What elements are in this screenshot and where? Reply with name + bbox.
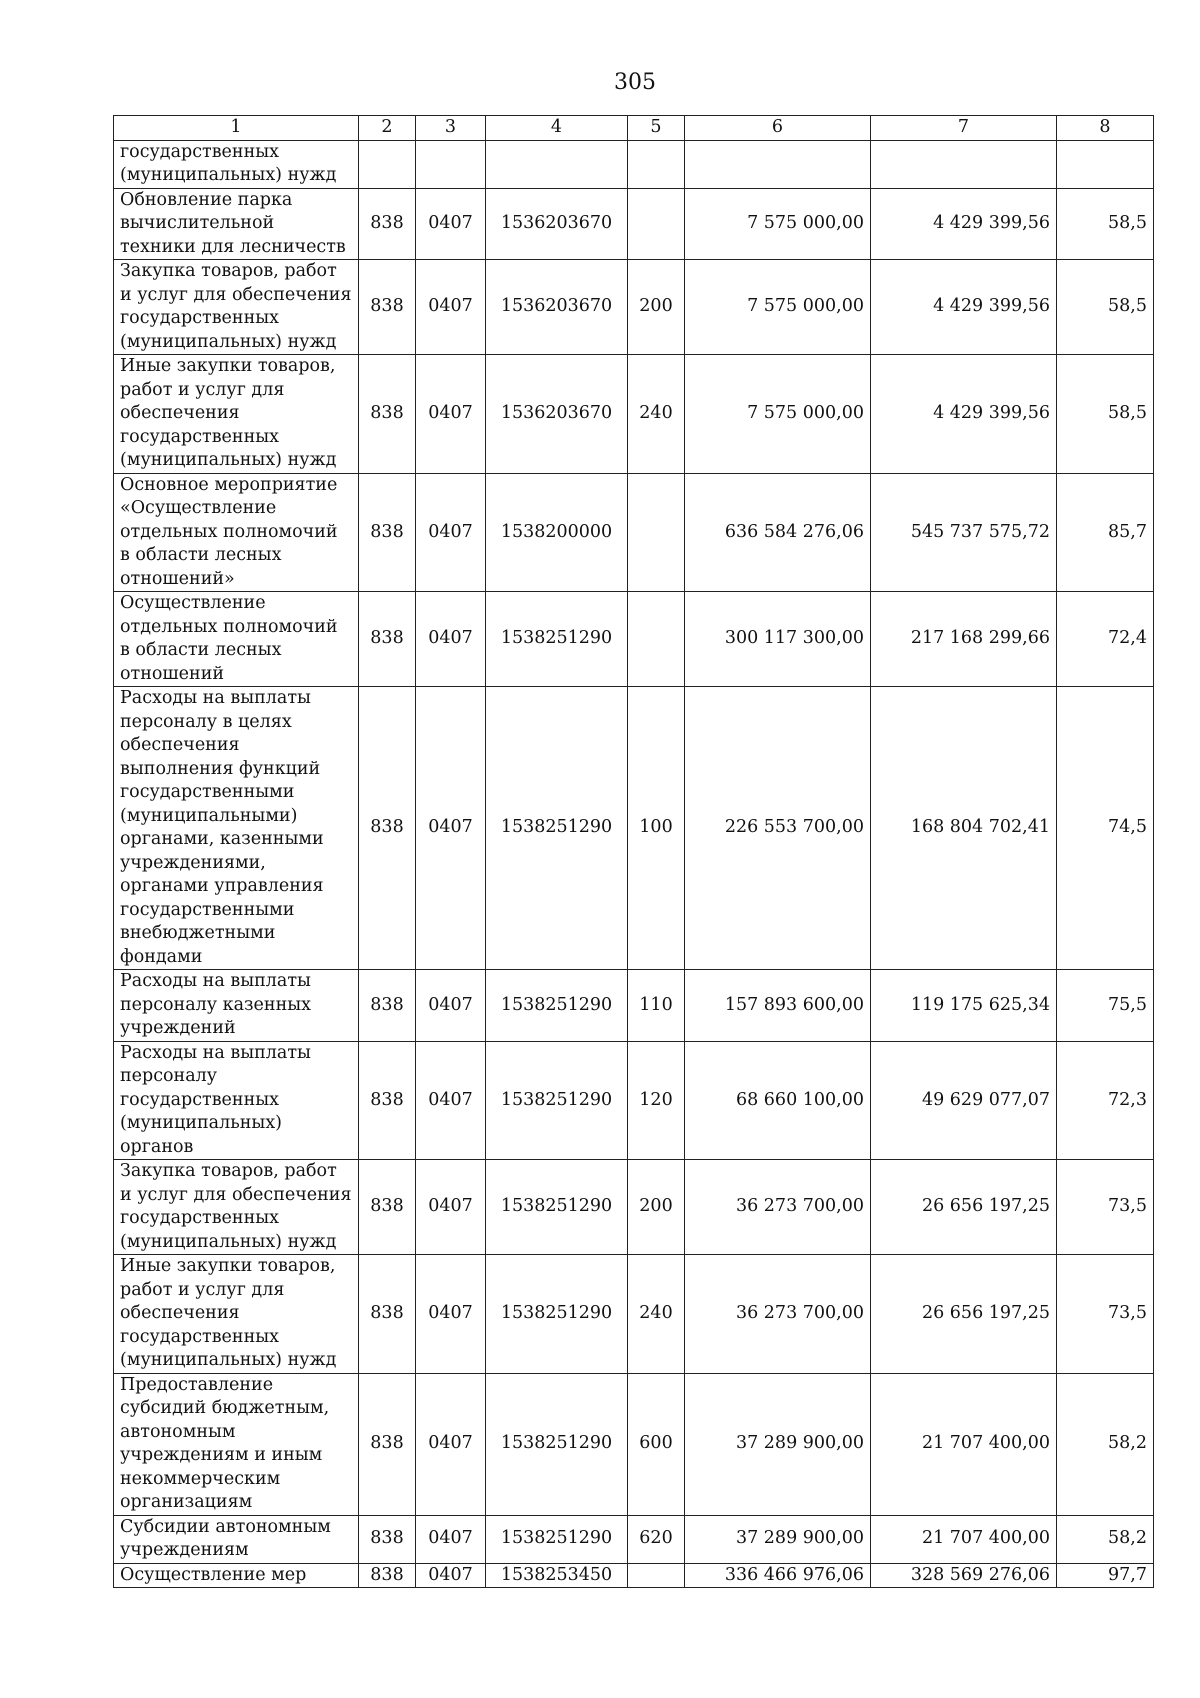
cell-actual: 26 656 197,25 bbox=[871, 1255, 1057, 1374]
cell-percent: 97,7 bbox=[1057, 1563, 1154, 1588]
cell-expense-type: 100 bbox=[628, 687, 685, 970]
row-name: Обновление парка вычислительной техники для лесничеств bbox=[114, 188, 359, 260]
cell-admin: 838 bbox=[359, 260, 416, 355]
table-row bbox=[114, 970, 1154, 1042]
cell-admin: 838 bbox=[359, 355, 416, 474]
cell-plan: 37 289 900,00 bbox=[685, 1515, 871, 1563]
cell-section: 0407 bbox=[416, 592, 486, 687]
cell-percent: 73,5 bbox=[1057, 1255, 1154, 1374]
cell-percent: 58,5 bbox=[1057, 188, 1154, 260]
cell-actual: 4 429 399,56 bbox=[871, 355, 1057, 474]
row-name: Расходы на выплаты персоналу казенных учреждений bbox=[114, 970, 359, 1042]
header-cell: 8 bbox=[1057, 116, 1154, 141]
cell-admin: 838 bbox=[359, 1515, 416, 1563]
header-cell: 7 bbox=[871, 116, 1057, 141]
cell-actual: 26 656 197,25 bbox=[871, 1160, 1057, 1255]
cell-plan: 36 273 700,00 bbox=[685, 1255, 871, 1374]
cell-actual: 21 707 400,00 bbox=[871, 1515, 1057, 1563]
cell-plan: 7 575 000,00 bbox=[685, 355, 871, 474]
cell-actual: 168 804 702,41 bbox=[871, 687, 1057, 970]
cell-expense-type: 240 bbox=[628, 1255, 685, 1374]
cell-admin bbox=[359, 140, 416, 188]
cell-admin: 838 bbox=[359, 188, 416, 260]
cell-expense-type: 200 bbox=[628, 260, 685, 355]
table-row bbox=[114, 1515, 1154, 1563]
cell-expense-type: 110 bbox=[628, 970, 685, 1042]
row-name: Предоставление субсидий бюджетным, автономным учреждениям и иным некоммерческим организациям bbox=[114, 1373, 359, 1515]
cell-target: 1538251290 bbox=[486, 1160, 628, 1255]
table-row bbox=[114, 1563, 1154, 1588]
cell-expense-type: 120 bbox=[628, 1041, 685, 1160]
cell-plan: 157 893 600,00 bbox=[685, 970, 871, 1042]
cell-percent: 72,3 bbox=[1057, 1041, 1154, 1160]
cell-target: 1538200000 bbox=[486, 473, 628, 592]
page-number: 305 bbox=[614, 70, 656, 95]
cell-actual: 21 707 400,00 bbox=[871, 1373, 1057, 1515]
cell-actual bbox=[871, 140, 1057, 188]
cell-plan: 7 575 000,00 bbox=[685, 260, 871, 355]
cell-section: 0407 bbox=[416, 260, 486, 355]
cell-expense-type bbox=[628, 473, 685, 592]
cell-section: 0407 bbox=[416, 473, 486, 592]
row-name: Иные закупки товаров, работ и услуг для обеспечения государственных (муниципальных) нужд bbox=[114, 1255, 359, 1374]
header-cell: 4 bbox=[486, 116, 628, 141]
row-name: Закупка товаров, работ и услуг для обеспечения государственных (муниципальных) нужд bbox=[114, 1160, 359, 1255]
cell-percent: 58,5 bbox=[1057, 355, 1154, 474]
cell-plan: 300 117 300,00 bbox=[685, 592, 871, 687]
table-row bbox=[114, 188, 1154, 260]
cell-target: 1538251290 bbox=[486, 592, 628, 687]
table-row bbox=[114, 1255, 1154, 1374]
row-name: Иные закупки товаров, работ и услуг для обеспечения государственных (муниципальных) нужд bbox=[114, 355, 359, 474]
cell-percent: 58,5 bbox=[1057, 260, 1154, 355]
cell-percent: 58,2 bbox=[1057, 1373, 1154, 1515]
cell-section bbox=[416, 140, 486, 188]
header-cell: 6 bbox=[685, 116, 871, 141]
cell-actual: 119 175 625,34 bbox=[871, 970, 1057, 1042]
table-row bbox=[114, 1160, 1154, 1255]
cell-target: 1538251290 bbox=[486, 1041, 628, 1160]
header-cell: 1 bbox=[114, 116, 359, 141]
cell-percent: 74,5 bbox=[1057, 687, 1154, 970]
cell-expense-type: 200 bbox=[628, 1160, 685, 1255]
cell-expense-type: 240 bbox=[628, 355, 685, 474]
cell-percent bbox=[1057, 140, 1154, 188]
row-name: Осуществление отдельных полномочий в области лесных отношений bbox=[114, 592, 359, 687]
cell-percent: 58,2 bbox=[1057, 1515, 1154, 1563]
cell-expense-type bbox=[628, 592, 685, 687]
cell-expense-type: 620 bbox=[628, 1515, 685, 1563]
cell-actual: 49 629 077,07 bbox=[871, 1041, 1057, 1160]
row-name: Расходы на выплаты персоналу государственных (муниципальных) органов bbox=[114, 1041, 359, 1160]
table-row bbox=[114, 355, 1154, 474]
cell-target: 1536203670 bbox=[486, 355, 628, 474]
table-row bbox=[114, 687, 1154, 970]
header-row bbox=[114, 116, 1154, 141]
table-row bbox=[114, 1373, 1154, 1515]
cell-plan: 68 660 100,00 bbox=[685, 1041, 871, 1160]
table-row bbox=[114, 140, 1154, 188]
cell-section: 0407 bbox=[416, 1563, 486, 1588]
row-name: Закупка товаров, работ и услуг для обеспечения государственных (муниципальных) нужд bbox=[114, 260, 359, 355]
cell-target: 1538251290 bbox=[486, 1515, 628, 1563]
cell-percent: 75,5 bbox=[1057, 970, 1154, 1042]
cell-target: 1536203670 bbox=[486, 188, 628, 260]
cell-plan: 37 289 900,00 bbox=[685, 1373, 871, 1515]
cell-admin: 838 bbox=[359, 687, 416, 970]
header-cell: 5 bbox=[628, 116, 685, 141]
cell-plan bbox=[685, 140, 871, 188]
cell-expense-type bbox=[628, 188, 685, 260]
cell-section: 0407 bbox=[416, 355, 486, 474]
cell-target bbox=[486, 140, 628, 188]
cell-target: 1536203670 bbox=[486, 260, 628, 355]
header-cell: 3 bbox=[416, 116, 486, 141]
row-name: Субсидии автономным учреждениям bbox=[114, 1515, 359, 1563]
row-name: Осуществление мер bbox=[114, 1563, 359, 1588]
cell-section: 0407 bbox=[416, 1373, 486, 1515]
cell-percent: 85,7 bbox=[1057, 473, 1154, 592]
cell-admin: 838 bbox=[359, 473, 416, 592]
cell-admin: 838 bbox=[359, 1563, 416, 1588]
cell-target: 1538253450 bbox=[486, 1563, 628, 1588]
table-row bbox=[114, 1041, 1154, 1160]
cell-section: 0407 bbox=[416, 1160, 486, 1255]
cell-plan: 7 575 000,00 bbox=[685, 188, 871, 260]
cell-admin: 838 bbox=[359, 592, 416, 687]
cell-plan: 36 273 700,00 bbox=[685, 1160, 871, 1255]
cell-target: 1538251290 bbox=[486, 687, 628, 970]
cell-admin: 838 bbox=[359, 1255, 416, 1374]
cell-actual: 217 168 299,66 bbox=[871, 592, 1057, 687]
table-row bbox=[114, 260, 1154, 355]
cell-plan: 226 553 700,00 bbox=[685, 687, 871, 970]
row-name: Расходы на выплаты персоналу в целях обеспечения выполнения функций государственными (муниципальными) органами, казенными учреждениями, органами управления государственными внебюджетными фондами bbox=[114, 687, 359, 970]
budget-table bbox=[113, 115, 1154, 1588]
cell-percent: 73,5 bbox=[1057, 1160, 1154, 1255]
table-row bbox=[114, 592, 1154, 687]
cell-expense-type bbox=[628, 140, 685, 188]
cell-percent: 72,4 bbox=[1057, 592, 1154, 687]
cell-target: 1538251290 bbox=[486, 1255, 628, 1374]
cell-admin: 838 bbox=[359, 1041, 416, 1160]
cell-target: 1538251290 bbox=[486, 1373, 628, 1515]
cell-expense-type: 600 bbox=[628, 1373, 685, 1515]
cell-admin: 838 bbox=[359, 970, 416, 1042]
cell-actual: 4 429 399,56 bbox=[871, 260, 1057, 355]
row-name: государственных (муниципальных) нужд bbox=[114, 140, 359, 188]
cell-actual: 545 737 575,72 bbox=[871, 473, 1057, 592]
cell-section: 0407 bbox=[416, 188, 486, 260]
cell-actual: 4 429 399,56 bbox=[871, 188, 1057, 260]
row-name: Основное мероприятие «Осуществление отдельных полномочий в области лесных отношений» bbox=[114, 473, 359, 592]
cell-admin: 838 bbox=[359, 1160, 416, 1255]
cell-plan: 636 584 276,06 bbox=[685, 473, 871, 592]
header-cell: 2 bbox=[359, 116, 416, 141]
cell-section: 0407 bbox=[416, 1255, 486, 1374]
cell-target: 1538251290 bbox=[486, 970, 628, 1042]
cell-section: 0407 bbox=[416, 1041, 486, 1160]
cell-actual: 328 569 276,06 bbox=[871, 1563, 1057, 1588]
cell-plan: 336 466 976,06 bbox=[685, 1563, 871, 1588]
cell-section: 0407 bbox=[416, 687, 486, 970]
table-row bbox=[114, 473, 1154, 592]
cell-section: 0407 bbox=[416, 1515, 486, 1563]
cell-expense-type bbox=[628, 1563, 685, 1588]
cell-section: 0407 bbox=[416, 970, 486, 1042]
cell-admin: 838 bbox=[359, 1373, 416, 1515]
